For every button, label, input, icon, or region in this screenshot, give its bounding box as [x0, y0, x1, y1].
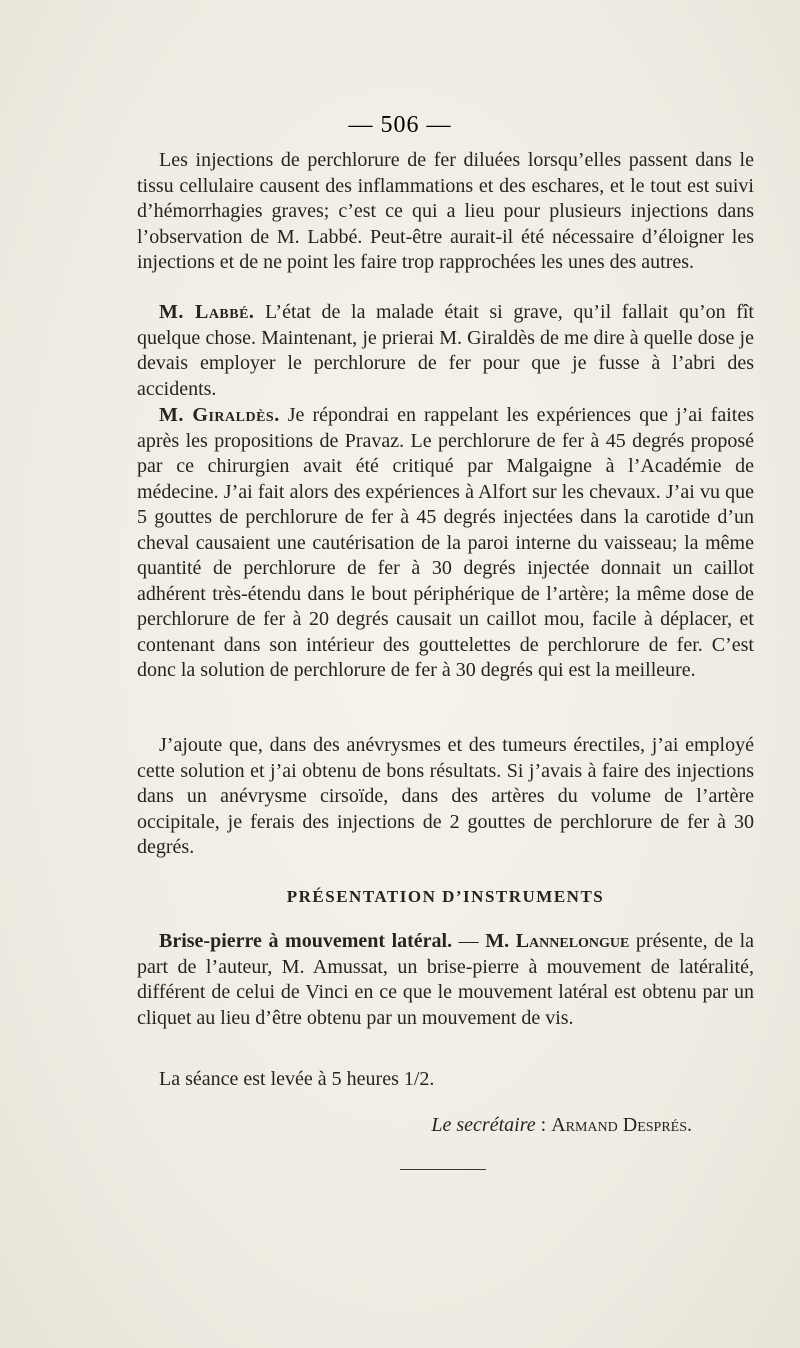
paragraph-labbe-text: L’état de la malade était si grave, qu’il fallait qu’on fît quelque chose. Maintenant, je prierai M. Giraldès de me dire à quelle dose je devais employer le perchlorure de fer pour que je fusse à l’abri des accidents. — [137, 301, 754, 400]
signature-name: Armand Després. — [551, 1114, 692, 1136]
paragraph-injections: Les injections de perchlorure de fer diluées lorsqu’elles passent dans le tissu cellulaire causent des inflammations et des eschares, et le tout est suivi d’hémorrhagies graves; c’est ce qui a lieu pour plusieurs injections dans l’observation de M. Labbé. Peut-être aurait-il été nécessaire d’éloigner les injections et de ne point les faire trop rapprochées les unes des autres. — [137, 149, 754, 273]
speaker-giraldes: M. Giraldès. — [159, 404, 280, 426]
closing-rule — [400, 1169, 486, 1170]
page-number: — 506 — — [348, 112, 452, 138]
paragraph-labbe — [137, 300, 754, 402]
item-text: présente, de la part de l’auteur, M. Amussat, un brise-pierre à mouvement de latéralité, différent de celui de Vinci en ce que le mouvement latéral est obtenu par un cliquet au lieu d’être obtenu par un mouvement de vis. — [137, 930, 754, 1029]
speaker-labbe: M. Labbé. — [159, 301, 255, 323]
paragraph-giraldes-text: Je répondrai en rappelant les expériences que j’ai faites après les propositions de Pravaz. Le perchlorure de fer à 45 degrés proposé par ce chirurgien avait été critiqué par Malgaigne à l’Académie de médecine. J’ai fait alors des expériences à Alfort sur les chevaux. J’ai vu que 5 gouttes de perchlorure de fer à 45 degrés injectées dans la carotide d’un cheval causaient une cautérisation de la paroi interne du vaisseau; la même quantité de perchlorure de fer à 30 degrés injectée donnait un caillot adhérent très-étendu dans le bout périphérique de l’artère; la même dose de perchlorure de fer à 20 degrés causait un caillot mou, facile à déplacer, et contenant dans son intérieur des gouttelettes de perchlorure de fer. C’est donc la solution de perchlorure de fer à 30 degrés qui est la meilleure. — [137, 404, 754, 681]
closing-line: La séance est levée à 5 heures 1/2. — [159, 1068, 435, 1090]
section-title: PRÉSENTATION D’INSTRUMENTS — [286, 887, 605, 906]
paragraph-brise-pierre — [137, 929, 754, 1031]
signature — [137, 1113, 692, 1139]
item-dash: — — [452, 930, 486, 952]
item-title: Brise-pierre à mouvement latéral. — [159, 930, 453, 952]
speaker-lannelongue: M. Lannelongue — [485, 930, 630, 952]
paragraph-giraldes — [137, 403, 754, 684]
signature-role: Le secrétaire — [431, 1114, 536, 1136]
signature-separator: : — [535, 1114, 552, 1136]
paragraph-ajoute: J’ajoute que, dans des anévrysmes et des tumeurs érectiles, j’ai employé cette solution et j’ai obtenu de bons résultats. Si j’avais à faire des injections dans un anévrysme cirsoïde, dans des artères du volume de l’artère occipitale, je ferais des injections de 2 gouttes de perchlorure de fer à 30 degrés. — [137, 734, 754, 858]
